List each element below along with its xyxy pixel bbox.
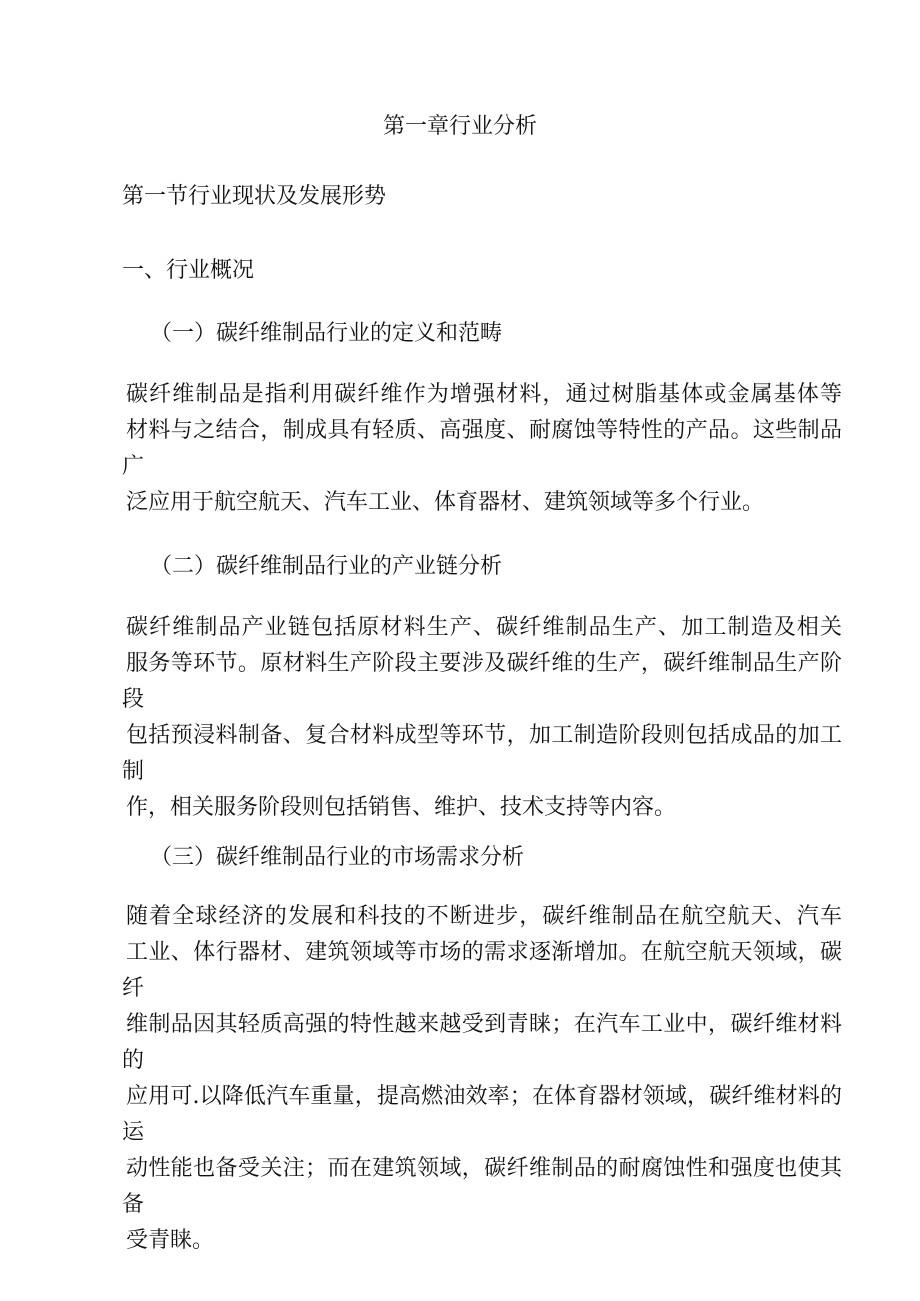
paragraph-line: 工业、体行器材、建筑领域等市场的需求逐渐增加。在航空航天领域，碳纤 [122,940,842,1001]
paragraph-industry-chain [122,610,842,826]
chapter-title: 第一章行业分析 [382,114,537,139]
paragraph-line: 动性能也备受关注；而在建筑领域，碳纤维制品的耐腐蚀性和强度也使其备 [122,1156,842,1217]
paragraph-line: 受青睐。 [126,1228,215,1253]
paragraph-line: 碳纤维制品产业链包括原材料生产、碳纤维制品生产、加工制造及相关 [126,615,842,640]
paragraph-line: 材料与之结合，制成具有轻质、高强度、耐腐蚀等特性的产品。这些制品广 [122,418,842,479]
paragraph-definition [122,377,842,521]
paragraph-line: 碳纤维制品是指利用碳纤维作为增强材料，通过树脂基体或金属基体等 [126,382,842,407]
item-heading-market-demand: （三）碳纤维制品行业的市场需求分析 [150,845,525,870]
paragraph-line: 作，相关服务阶段则包括销售、维护、技术支持等内容。 [126,795,677,820]
paragraph-line: 应用可.以降低汽车重量，提高燃油效率；在体育器材领域，碳纤维材料的运 [122,1084,842,1145]
paragraph-line: 随着全球经济的发展和科技的不断进步，碳纤维制品在航空航天、汽车 [126,904,842,929]
item-heading-industry-chain: （二）碳纤维制品行业的产业链分析 [150,554,503,579]
paragraph-line: 泛应用于航空航天、汽车工业、体育器材、建筑领域等多个行业。 [126,490,765,515]
paragraph-line: 维制品因其轻质高强的特性越来越受到青睐；在汽车工业中，碳纤维材料的 [122,1012,842,1073]
paragraph-line: 包括预浸料制备、复合材料成型等环节，加工制造阶段则包括成品的加工制 [122,723,842,784]
paragraph-market-demand [122,899,842,1259]
item-heading-definition: （一）碳纤维制品行业的定义和范畴 [150,321,503,346]
section-title: 第一节行业现状及发展形势 [122,184,387,209]
paragraph-line: 服务等环节。原材料生产阶段主要涉及碳纤维的生产，碳纤维制品生产阶段 [122,651,842,712]
subsection-title: 一、行业概况 [122,258,255,283]
